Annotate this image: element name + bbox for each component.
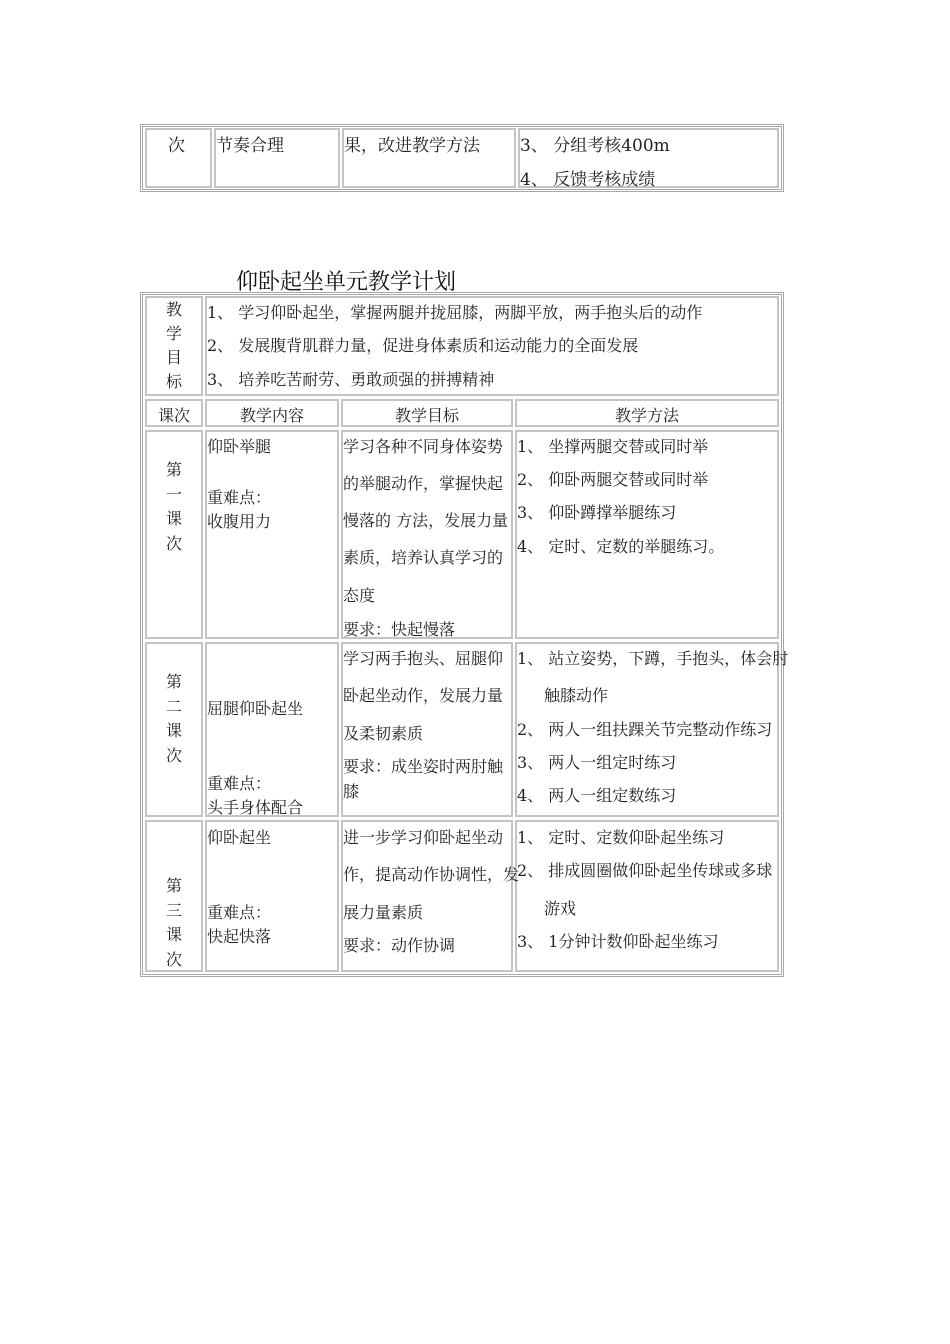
lesson1-goal-line: 学习各种不同身体姿势 xyxy=(343,437,504,456)
lesson1-goal-line: 要求：快起慢落 xyxy=(343,620,456,639)
lesson2-goal-line: 及柔韧素质 xyxy=(343,724,424,743)
lesson2-label: 第 二 课 次 xyxy=(165,672,182,765)
lesson1-goal-line: 素质，培养认真学习的 xyxy=(343,548,504,567)
lesson2-method: 3、 两人一组定时练习 xyxy=(517,753,677,772)
lesson3-content: 仰卧起坐 xyxy=(207,828,272,847)
goal-item-1: 1、 学习仰卧起坐，掌握两腿并拢屈膝，两脚平放，两手抱头后的动作 xyxy=(207,303,703,322)
lesson2-method: 1、 站立姿势，下蹲，手抱头，体会肘 xyxy=(517,649,789,668)
lesson3-method: 游戏 xyxy=(544,899,577,918)
top-method-2: 4、 反馈考核成绩 xyxy=(520,170,656,190)
lesson1-content-cell xyxy=(205,430,339,639)
lesson3-goal-line: 进一步学习仰卧起坐动 xyxy=(343,828,504,847)
lesson3-goal-line: 展力量素质 xyxy=(343,903,424,922)
goal-item-2: 2、 发展腹背肌群力量，促进身体素质和运动能力的全面发展 xyxy=(207,336,639,355)
lesson1-method: 3、 仰卧蹲撑举腿练习 xyxy=(517,503,677,522)
lesson1-goal-line: 慢落的 方法，发展力量 xyxy=(343,511,509,530)
lesson3-key-label: 重难点： xyxy=(207,903,272,922)
lesson3-key: 快起快落 xyxy=(207,927,272,946)
lesson1-key: 收腹用力 xyxy=(207,512,272,531)
lesson1-goal-line: 的举腿动作，掌握快起 xyxy=(343,474,504,493)
header-method: 教学方法 xyxy=(614,406,679,425)
goal-item-3: 3、 培养吃苦耐劳、勇敢顽强的拼搏精神 xyxy=(207,370,495,389)
lesson2-key: 头手身体配合 xyxy=(207,798,304,817)
header-lesson: 课次 xyxy=(157,406,190,425)
lesson2-method: 4、 两人一组定数练习 xyxy=(517,786,677,805)
lesson2-goal-line: 要求：成坐姿时两肘触 xyxy=(343,757,504,776)
lesson2-goal-line: 膝 xyxy=(343,782,360,801)
lesson2-key-label: 重难点： xyxy=(207,774,272,793)
lesson2-goal-line: 学习两手抱头、屈腿仰 xyxy=(343,649,504,668)
lesson3-method: 3、 1分钟计数仰卧起坐练习 xyxy=(517,932,719,951)
lesson3-method: 2、 排成圆圈做仰卧起坐传球或多球 xyxy=(517,861,773,880)
lesson2-goal-line: 卧起坐动作，发展力量 xyxy=(343,686,504,705)
top-cell-1-text: 次 xyxy=(168,136,185,156)
lesson2-method: 触膝动作 xyxy=(544,686,609,705)
top-cell-3-text: 果，改进教学方法 xyxy=(344,136,480,156)
lesson1-goal-cell xyxy=(341,430,513,639)
lesson3-goal-line: 作，提高动作协调性，发 xyxy=(343,865,520,884)
lesson3-goal-line: 要求：动作协调 xyxy=(343,936,456,955)
lesson1-content: 仰卧举腿 xyxy=(207,437,272,456)
page-title: 仰卧起坐单元教学计划 xyxy=(236,270,457,295)
lesson2-method: 2、 两人一组扶踝关节完整动作练习 xyxy=(517,720,773,739)
lesson1-goal-line: 态度 xyxy=(343,586,376,605)
lesson1-label: 第 一 课 次 xyxy=(165,460,182,553)
lesson2-content: 屈腿仰卧起坐 xyxy=(207,699,304,718)
goals-label: 教 学 目 标 xyxy=(165,300,182,391)
top-method-1: 3、 分组考核400m xyxy=(520,136,670,156)
lesson1-method: 4、 定时、定数的举腿练习。 xyxy=(517,537,725,556)
lesson3-label: 第 三 课 次 xyxy=(165,876,182,969)
top-cell-2-text: 节奏合理 xyxy=(216,136,284,156)
lesson3-method: 1、 定时、定数仰卧起坐练习 xyxy=(517,828,725,847)
header-content: 教学内容 xyxy=(239,406,304,425)
lesson1-method: 2、 仰卧两腿交替或同时举 xyxy=(517,470,709,489)
lesson1-method: 1、 坐撑两腿交替或同时举 xyxy=(517,437,709,456)
lesson1-key-label: 重难点： xyxy=(207,488,272,507)
header-goal: 教学目标 xyxy=(394,406,459,425)
